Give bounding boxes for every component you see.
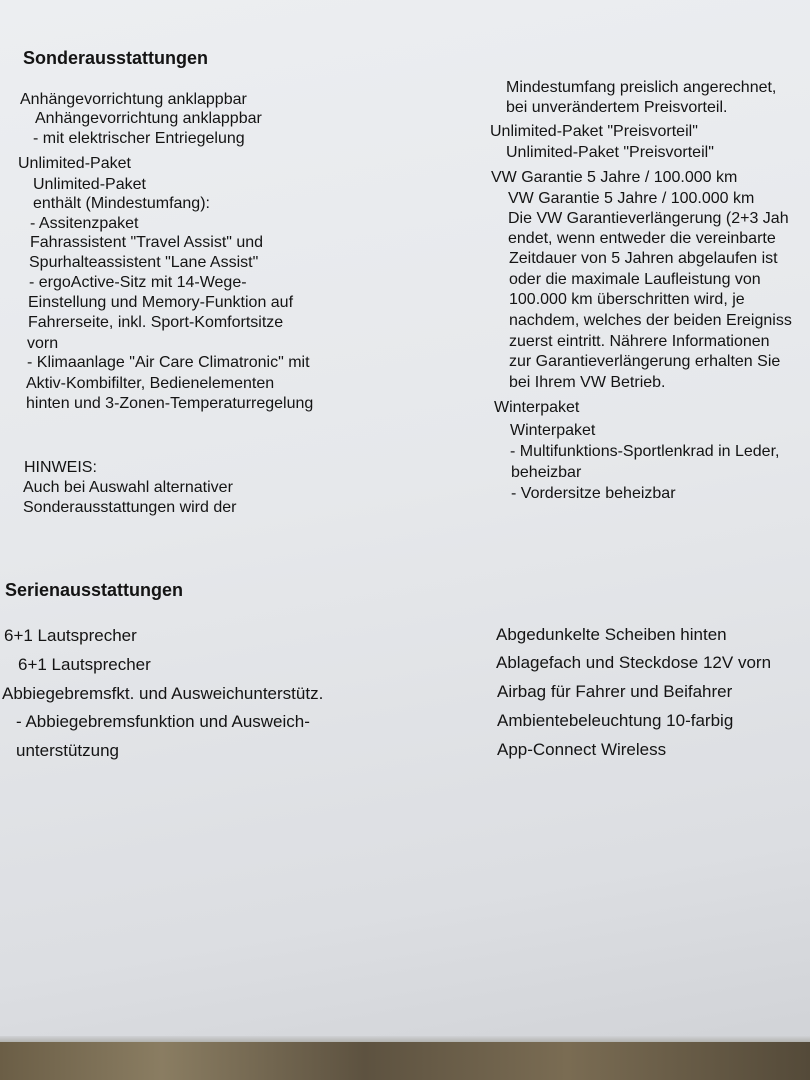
sonder-right-line: VW Garantie 5 Jahre / 100.000 km [508, 190, 755, 207]
sonder-right-line: oder die maximale Laufleistung von [509, 271, 761, 288]
serien-left-line: Abbiegebremsfkt. und Ausweichunterstütz. [2, 684, 324, 703]
sonder-right-line: bei Ihrem VW Betrieb. [509, 374, 666, 391]
sonder-right-line: - Vordersitze beheizbar [511, 485, 676, 502]
sonder-left-line: - ergoActive-Sitz mit 14-Wege- [29, 274, 247, 291]
sonder-right-line: beheizbar [511, 464, 582, 481]
sonder-right-line: Mindestumfang preislich angerechnet, [506, 79, 777, 96]
sonder-right-line: zuerst eintritt. Nährere Informationen [509, 333, 770, 350]
sonder-left-line: Fahrerseite, inkl. Sport-Komfortsitze [28, 314, 284, 331]
sonder-left-line: Fahrassistent "Travel Assist" und [30, 234, 264, 251]
sonder-left-line: Einstellung und Memory-Funktion auf [28, 294, 294, 311]
sonder-right-line: - Multifunktions-Sportlenkrad in Leder, [510, 443, 780, 460]
sonder-left-line: enthält (Mindestumfang): [33, 195, 210, 212]
sonder-right-line: Unlimited-Paket "Preisvorteil" [490, 123, 698, 140]
serien-right-line: Abgedunkelte Scheiben hinten [496, 625, 727, 644]
sonder-left-line: Anhängevorrichtung anklappbar [35, 110, 262, 127]
sonder-left-line: Auch bei Auswahl alternativer [23, 479, 233, 496]
sonder-right-line: bei unverändertem Preisvorteil. [506, 99, 728, 116]
sonder-right-line: Unlimited-Paket "Preisvorteil" [506, 144, 714, 161]
background-surface [0, 1042, 810, 1080]
sonder-right-line: VW Garantie 5 Jahre / 100.000 km [491, 169, 738, 186]
sonder-left-line: - mit elektrischer Entriegelung [33, 130, 245, 147]
sonder-right-line: Winterpaket [510, 422, 596, 439]
serien-right-line: Ablagefach und Steckdose 12V vorn [496, 653, 772, 672]
sonder-right-line: nachdem, welches der beiden Ereigniss [509, 312, 792, 329]
serien-left-line: - Abbiegebremsfunktion und Ausweich- [16, 712, 310, 731]
serien-right-line: Airbag für Fahrer und Beifahrer [497, 682, 733, 701]
sonder-left-line: Unlimited-Paket [33, 176, 146, 193]
sonder-left-line: hinten und 3-Zonen-Temperaturregelung [26, 395, 314, 412]
section-heading-sonderausstattungen: Sonderausstattungen [23, 48, 209, 68]
sonder-left-line: - Klimaanlage "Air Care Climatronic" mit [27, 354, 310, 371]
serien-right-line: App-Connect Wireless [497, 740, 667, 759]
sonder-left-line: Sonderausstattungen wird der [23, 499, 237, 516]
sonder-left-line: vorn [27, 335, 59, 352]
sonder-left-line: Spurhalteassistent "Lane Assist" [29, 254, 259, 271]
sonder-left-line: Aktiv-Kombifilter, Bedienelementen [26, 375, 275, 392]
sonder-right-line: 100.000 km überschritten wird, je [509, 291, 745, 308]
sonder-left-line: Unlimited-Paket [18, 155, 131, 172]
serien-right-line: Ambientebeleuchtung 10-farbig [497, 711, 734, 730]
serien-left-line: unterstützung [16, 741, 120, 760]
sonder-left-line: Anhängevorrichtung anklappbar [20, 91, 247, 108]
sonder-right-line: Zeitdauer von 5 Jahren abgelaufen ist [509, 250, 778, 267]
sonder-right-line: Winterpaket [494, 399, 580, 416]
sonder-left-line: HINWEIS: [24, 459, 97, 476]
section-heading-serienausstattungen: Serienausstattungen [5, 580, 184, 600]
sonder-left-line: - Assitenzpaket [30, 215, 139, 232]
sonder-right-line: zur Garantieverlängerung erhalten Sie [509, 353, 781, 370]
serien-left-line: 6+1 Lautsprecher [4, 626, 137, 645]
sonder-right-line: endet, wenn entweder die vereinbarte [508, 230, 776, 247]
sonder-right-line: Die VW Garantieverlängerung (2+3 Jah [508, 210, 789, 227]
serien-left-line: 6+1 Lautsprecher [18, 655, 151, 674]
